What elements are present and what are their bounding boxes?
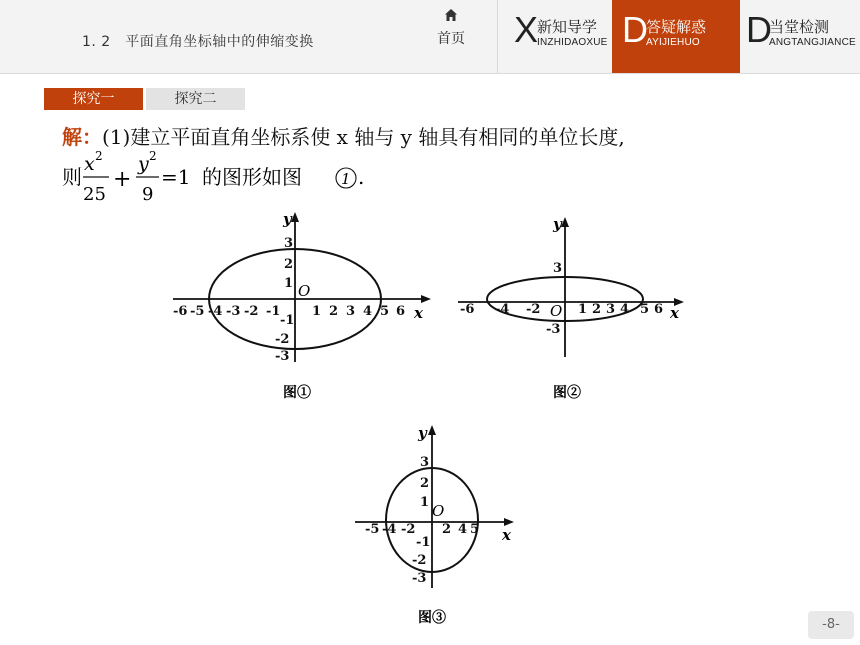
y-tick-label: 3	[420, 455, 430, 470]
y-tick-label: 2	[284, 257, 294, 272]
x-tick-label: 4	[363, 304, 373, 319]
x-tick-label: -6	[460, 302, 475, 317]
period: .	[358, 165, 365, 189]
tab-initial: D	[746, 9, 772, 50]
solution-colon: ：	[82, 125, 102, 149]
origin-label: O	[432, 502, 445, 520]
y-tick-label: -2	[275, 332, 290, 347]
y-axis-label: y	[553, 215, 562, 233]
x-tick-label: 3	[346, 304, 356, 319]
x-axis-arrow	[504, 518, 514, 526]
x-tick-label: -4	[208, 304, 223, 319]
fraction-1-numerator: x	[84, 153, 95, 175]
y-tick-label: 1	[284, 276, 294, 291]
y-axis-arrow	[561, 217, 569, 227]
x-axis-label: x	[670, 304, 679, 322]
x-tick-label: 1	[578, 302, 588, 317]
y-tick-label: -1	[280, 313, 295, 328]
x-tick-label: -3	[226, 304, 241, 319]
x-tick-label: 2	[329, 304, 339, 319]
x-tick-label: -5	[190, 304, 205, 319]
x-tick-label: 2	[442, 522, 452, 537]
tab-label: 新知导学	[537, 18, 598, 36]
fraction-2-numerator: y	[138, 153, 149, 175]
y-tick-label: 3	[284, 236, 294, 251]
subtab-tanjiu-1[interactable]: 探究一	[44, 88, 143, 110]
solution-text: (1)建立平面直角坐标系使 x 轴与 y 轴具有相同的单位长度,	[102, 125, 625, 149]
x-tick-label: 4	[458, 522, 468, 537]
x-tick-label: -2	[401, 522, 416, 537]
y-tick-label: 3	[553, 261, 563, 276]
x-axis-label: x	[502, 526, 511, 544]
fraction-1-exponent: 2	[95, 149, 103, 163]
y-tick-label: -2	[412, 553, 427, 568]
prefix-text: 则	[62, 165, 82, 189]
subtab-tanjiu-2[interactable]: 探究二	[146, 88, 245, 110]
x-axis-arrow	[421, 295, 431, 303]
x-tick-label: -2	[244, 304, 259, 319]
x-tick-label: 5	[470, 522, 480, 537]
origin-label: O	[550, 302, 563, 320]
x-tick-label: -4	[382, 522, 397, 537]
x-tick-label: 6	[654, 302, 664, 317]
x-tick-label: -5	[365, 522, 380, 537]
x-tick-label: 3	[606, 302, 616, 317]
y-tick-label: -3	[546, 322, 561, 337]
fraction-2-exponent: 2	[149, 149, 157, 163]
home-label: 首页	[437, 31, 465, 47]
figure-2	[458, 215, 684, 401]
tab-label: 答疑解惑	[646, 18, 707, 36]
tab-initial: D	[622, 9, 648, 50]
fraction-1-denominator: 25	[83, 184, 106, 205]
x-tick-label: 5	[640, 302, 650, 317]
x-tick-label: -2	[526, 302, 541, 317]
y-tick-label: -3	[412, 571, 427, 586]
plus-sign: +	[113, 167, 132, 192]
page-number: -8-	[808, 611, 854, 639]
x-tick-label: 6	[396, 304, 406, 319]
figure-ref-number: 1	[341, 170, 351, 188]
solution-label: 解	[62, 125, 82, 149]
figure-caption: 图③	[418, 610, 446, 626]
tab-pinyin: AYIJIEHUO	[646, 37, 700, 48]
tab-label: 当堂检测	[769, 18, 830, 36]
x-tick-label: -4	[495, 302, 510, 317]
y-tick-label: -3	[275, 349, 290, 364]
tab-pinyin: INZHIDAOXUE	[537, 37, 608, 48]
y-axis-arrow	[428, 425, 436, 435]
x-axis-label: x	[414, 304, 423, 322]
x-tick-label: 5	[380, 304, 390, 319]
equals-one: =1	[161, 165, 191, 189]
y-tick-label: -1	[416, 535, 431, 550]
y-tick-label: 2	[420, 476, 430, 491]
y-axis-label: y	[418, 424, 427, 442]
y-axis-label: y	[283, 210, 292, 228]
y-tick-label: 1	[420, 495, 430, 510]
y-axis-arrow	[291, 212, 299, 222]
figure-1	[173, 210, 431, 401]
tab-initial: X	[514, 9, 539, 50]
x-tick-label: 4	[620, 302, 630, 317]
x-tick-label: 1	[312, 304, 322, 319]
lesson-title: 1. 2 平面直角坐标轴中的伸缩变换	[82, 34, 314, 50]
origin-label: O	[298, 282, 311, 300]
figure-3	[355, 424, 514, 626]
figure-caption: 图①	[283, 385, 311, 401]
suffix-text: 的图形如图	[202, 165, 302, 189]
x-tick-label: -1	[266, 304, 281, 319]
figure-caption: 图②	[553, 385, 581, 401]
x-tick-label: -6	[173, 304, 188, 319]
x-tick-label: 2	[592, 302, 602, 317]
fraction-2-denominator: 9	[142, 184, 154, 205]
tab-pinyin: ANGTANGJIANCE	[769, 37, 856, 48]
